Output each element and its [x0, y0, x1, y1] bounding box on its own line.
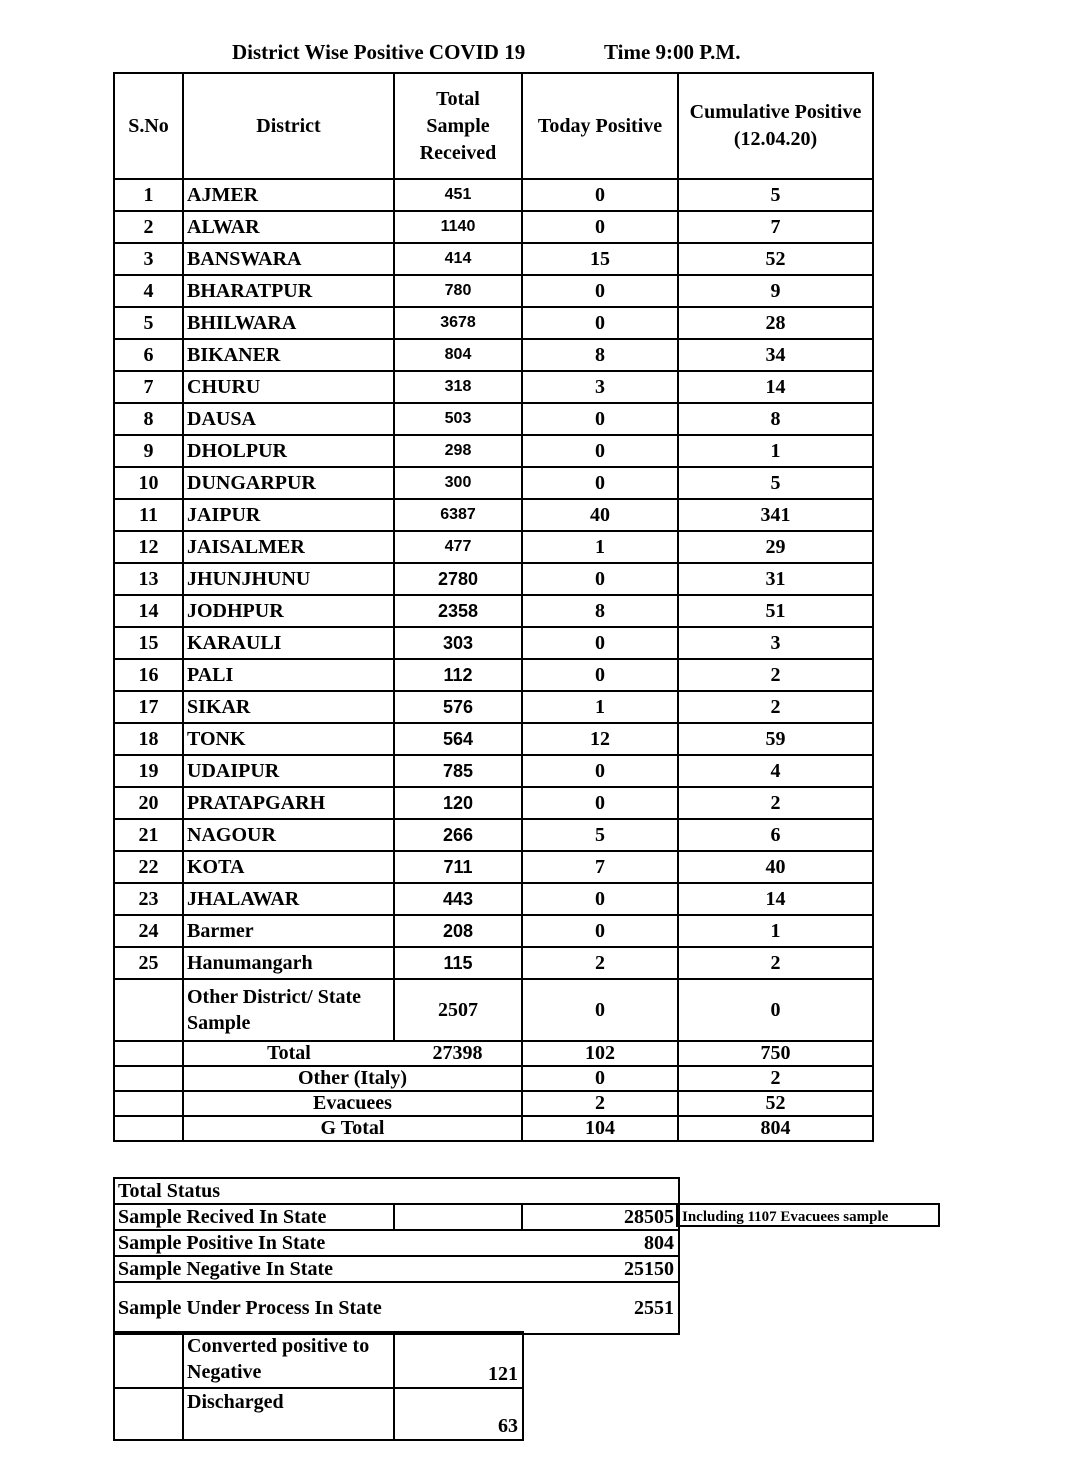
- cell-sno: 23: [114, 883, 183, 915]
- cell-today: 40: [522, 499, 678, 531]
- cell-district: DHOLPUR: [183, 435, 394, 467]
- cell-sno: 8: [114, 403, 183, 435]
- cell-empty: [114, 1091, 183, 1116]
- cell-samples: 2358: [394, 595, 522, 627]
- cell-district: CHURU: [183, 371, 394, 403]
- italy-label: Other (Italy): [183, 1066, 522, 1091]
- cell-today: 5: [522, 819, 678, 851]
- cell-empty: [394, 1204, 522, 1230]
- cell-samples: 785: [394, 755, 522, 787]
- cell-district: JAISALMER: [183, 531, 394, 563]
- cell-samples: 6387: [394, 499, 522, 531]
- report-title: District Wise Positive COVID 19: [232, 40, 526, 64]
- cell-cumulative: 2: [678, 947, 873, 979]
- table-row: [114, 851, 873, 883]
- cell-sno: 21: [114, 819, 183, 851]
- total-today: 102: [522, 1041, 678, 1066]
- cell-cumulative: 1: [678, 915, 873, 947]
- cell-empty: [114, 1066, 183, 1091]
- table-row: [114, 787, 873, 819]
- cell-district: KARAULI: [183, 627, 394, 659]
- italy-row: [114, 1066, 873, 1091]
- cell-district: JODHPUR: [183, 595, 394, 627]
- table-row: [114, 723, 873, 755]
- table-row: [114, 755, 873, 787]
- cell-empty: [114, 1388, 183, 1440]
- cell-sno: 15: [114, 627, 183, 659]
- cell-sno: 4: [114, 275, 183, 307]
- cell-sno: 11: [114, 499, 183, 531]
- cell-today: 0: [522, 979, 678, 1041]
- cell-today: 0: [522, 467, 678, 499]
- cell-cumulative: 28: [678, 307, 873, 339]
- table-row: [114, 947, 873, 979]
- cell-district: PRATAPGARH: [183, 787, 394, 819]
- cell-today: 0: [522, 275, 678, 307]
- status-row-positive: [114, 1230, 679, 1256]
- total-samples: 27398: [394, 1041, 522, 1066]
- cell-cumulative: 4: [678, 755, 873, 787]
- total-cumulative: 750: [678, 1041, 873, 1066]
- cell-sno: 10: [114, 467, 183, 499]
- received-note: Including 1107 Evacuees sample: [676, 1203, 940, 1227]
- cell-samples: 443: [394, 883, 522, 915]
- cell-today: 7: [522, 851, 678, 883]
- cell-sno: 14: [114, 595, 183, 627]
- table-row: [114, 563, 873, 595]
- cell-samples: 414: [394, 243, 522, 275]
- cell-samples: 711: [394, 851, 522, 883]
- cell-cumulative: 52: [678, 243, 873, 275]
- col-header-sno: S.No: [114, 73, 183, 179]
- cell-samples: 804: [394, 339, 522, 371]
- cell-cumulative: 5: [678, 467, 873, 499]
- cell-cumulative: 2: [678, 787, 873, 819]
- cell-cumulative: 5: [678, 179, 873, 211]
- cell-today: 0: [522, 755, 678, 787]
- gtotal-today: 104: [522, 1116, 678, 1141]
- cell-district: AJMER: [183, 179, 394, 211]
- converted-row: [114, 1332, 523, 1388]
- cell-sno: 1: [114, 179, 183, 211]
- status-row-received: [114, 1204, 679, 1230]
- cell-sno: 19: [114, 755, 183, 787]
- table-row: [114, 691, 873, 723]
- cell-samples: 300: [394, 467, 522, 499]
- table-row: [114, 307, 873, 339]
- cell-cumulative: 6: [678, 819, 873, 851]
- cell-samples: 3678: [394, 307, 522, 339]
- cell-samples: 120: [394, 787, 522, 819]
- discharged-label: Discharged: [183, 1388, 394, 1440]
- cell-today: 1: [522, 531, 678, 563]
- status-row-process: [114, 1282, 679, 1334]
- cell-today: 0: [522, 211, 678, 243]
- cell-today: 0: [522, 915, 678, 947]
- cell-district: Barmer: [183, 915, 394, 947]
- col-header-district: District: [183, 73, 394, 179]
- cell-sno: 20: [114, 787, 183, 819]
- cell-district: DAUSA: [183, 403, 394, 435]
- cell-samples: 576: [394, 691, 522, 723]
- cell-cumulative: 9: [678, 275, 873, 307]
- cell-samples: 503: [394, 403, 522, 435]
- negative-label: Sample Negative In State: [114, 1256, 394, 1282]
- cell-samples: 298: [394, 435, 522, 467]
- cell-today: 0: [522, 435, 678, 467]
- cell-sno: 6: [114, 339, 183, 371]
- cell-district: DUNGARPUR: [183, 467, 394, 499]
- cell-cumulative: 8: [678, 403, 873, 435]
- evacuees-row: [114, 1091, 873, 1116]
- cell-sno: 16: [114, 659, 183, 691]
- cell-samples: 1140: [394, 211, 522, 243]
- cell-cumulative: 29: [678, 531, 873, 563]
- cell-today: 0: [522, 403, 678, 435]
- cell-samples: 303: [394, 627, 522, 659]
- converted-value: 121: [394, 1332, 523, 1388]
- cell-sno: 7: [114, 371, 183, 403]
- table-row: [114, 371, 873, 403]
- cell-cumulative: 14: [678, 371, 873, 403]
- negative-value: 25150: [522, 1256, 679, 1282]
- table-row: [114, 595, 873, 627]
- cell-cumulative: 341: [678, 499, 873, 531]
- italy-cumulative: 2: [678, 1066, 873, 1091]
- positive-value: 804: [522, 1230, 679, 1256]
- cell-sno: 5: [114, 307, 183, 339]
- cell-today: 0: [522, 627, 678, 659]
- cell-district: Other District/ State Sample: [183, 979, 394, 1041]
- cell-today: 0: [522, 179, 678, 211]
- table-row: [114, 467, 873, 499]
- table-row-other: [114, 979, 873, 1041]
- cell-sno: 25: [114, 947, 183, 979]
- evacuees-cumulative: 52: [678, 1091, 873, 1116]
- cell-samples: 451: [394, 179, 522, 211]
- table-row: [114, 819, 873, 851]
- cell-empty: [114, 1116, 183, 1141]
- received-value: 28505: [522, 1204, 679, 1230]
- cell-cumulative: 7: [678, 211, 873, 243]
- table-row: [114, 435, 873, 467]
- total-row: [114, 1041, 873, 1066]
- col-header-cumulative: Cumulative Positive (12.04.20): [678, 73, 873, 179]
- cell-today: 15: [522, 243, 678, 275]
- cell-sno: 3: [114, 243, 183, 275]
- cell-cumulative: 2: [678, 691, 873, 723]
- cell-empty: [114, 1332, 183, 1388]
- cell-district: UDAIPUR: [183, 755, 394, 787]
- cell-today: 1: [522, 691, 678, 723]
- positive-label: Sample Positive In State: [114, 1230, 394, 1256]
- table-row: [114, 339, 873, 371]
- cell-samples: 780: [394, 275, 522, 307]
- status-row-negative: [114, 1256, 679, 1282]
- cell-sno: 24: [114, 915, 183, 947]
- cell-today: 8: [522, 339, 678, 371]
- cell-cumulative: 40: [678, 851, 873, 883]
- cell-district: BIKANER: [183, 339, 394, 371]
- total-label: Total: [183, 1041, 394, 1066]
- cell-samples: 115: [394, 947, 522, 979]
- cell-cumulative: 51: [678, 595, 873, 627]
- cell-cumulative: 14: [678, 883, 873, 915]
- table-row: [114, 403, 873, 435]
- cell-district: BHARATPUR: [183, 275, 394, 307]
- gtotal-label: G Total: [183, 1116, 522, 1141]
- cell-sno: [114, 979, 183, 1041]
- cell-today: 12: [522, 723, 678, 755]
- table-row: [114, 179, 873, 211]
- status-heading: Total Status: [114, 1178, 679, 1204]
- status-table: [113, 1177, 680, 1335]
- converted-label: Converted positive to Negative: [183, 1332, 394, 1388]
- cell-samples: 2507: [394, 979, 522, 1041]
- cell-sno: 12: [114, 531, 183, 563]
- cell-cumulative: 1: [678, 435, 873, 467]
- cell-empty: [114, 1041, 183, 1066]
- cell-sno: 17: [114, 691, 183, 723]
- cell-samples: 477: [394, 531, 522, 563]
- cell-cumulative: 0: [678, 979, 873, 1041]
- table-header-row: [114, 73, 873, 179]
- recovery-table: [113, 1331, 524, 1441]
- cell-sno: 22: [114, 851, 183, 883]
- discharged-row: [114, 1388, 523, 1440]
- col-header-samples: Total Sample Received: [394, 73, 522, 179]
- cell-today: 0: [522, 659, 678, 691]
- cell-district: BHILWARA: [183, 307, 394, 339]
- cell-district: TONK: [183, 723, 394, 755]
- cell-samples: 2780: [394, 563, 522, 595]
- cell-district: NAGOUR: [183, 819, 394, 851]
- report-time: Time 9:00 P.M.: [604, 40, 741, 64]
- cell-samples: 266: [394, 819, 522, 851]
- discharged-value: 63: [394, 1388, 523, 1440]
- cell-empty: [394, 1256, 522, 1282]
- cell-sno: 2: [114, 211, 183, 243]
- cell-sno: 13: [114, 563, 183, 595]
- cell-district: JAIPUR: [183, 499, 394, 531]
- col-header-today: Today Positive: [522, 73, 678, 179]
- table-row: [114, 243, 873, 275]
- cell-today: 0: [522, 307, 678, 339]
- process-value: 2551: [522, 1282, 679, 1334]
- cell-empty: [394, 1230, 522, 1256]
- cell-today: 0: [522, 883, 678, 915]
- table-row: [114, 915, 873, 947]
- received-label: Sample Recived In State: [114, 1204, 394, 1230]
- cell-district: BANSWARA: [183, 243, 394, 275]
- cell-district: JHUNJHUNU: [183, 563, 394, 595]
- cell-district: Hanumangarh: [183, 947, 394, 979]
- evacuees-label: Evacuees: [183, 1091, 522, 1116]
- cell-today: 3: [522, 371, 678, 403]
- process-label: Sample Under Process In State: [114, 1282, 394, 1334]
- cell-samples: 564: [394, 723, 522, 755]
- table-row: [114, 211, 873, 243]
- cell-today: 2: [522, 947, 678, 979]
- cell-sno: 18: [114, 723, 183, 755]
- cell-cumulative: 2: [678, 659, 873, 691]
- table-row: [114, 499, 873, 531]
- cell-district: PALI: [183, 659, 394, 691]
- cell-empty: [394, 1282, 522, 1334]
- cell-cumulative: 3: [678, 627, 873, 659]
- table-row: [114, 659, 873, 691]
- table-row: [114, 531, 873, 563]
- table-row: [114, 627, 873, 659]
- cell-samples: 112: [394, 659, 522, 691]
- italy-today: 0: [522, 1066, 678, 1091]
- gtotal-row: [114, 1116, 873, 1141]
- cell-district: ALWAR: [183, 211, 394, 243]
- cell-cumulative: 59: [678, 723, 873, 755]
- cell-cumulative: 31: [678, 563, 873, 595]
- cell-today: 0: [522, 563, 678, 595]
- table-row: [114, 275, 873, 307]
- cell-samples: 208: [394, 915, 522, 947]
- cell-today: 8: [522, 595, 678, 627]
- status-heading-row: [114, 1178, 679, 1204]
- gtotal-cumulative: 804: [678, 1116, 873, 1141]
- cell-district: JHALAWAR: [183, 883, 394, 915]
- table-row: [114, 883, 873, 915]
- cell-district: KOTA: [183, 851, 394, 883]
- cell-sno: 9: [114, 435, 183, 467]
- cell-cumulative: 34: [678, 339, 873, 371]
- evacuees-today: 2: [522, 1091, 678, 1116]
- district-table: [113, 72, 874, 1142]
- cell-today: 0: [522, 787, 678, 819]
- cell-district: SIKAR: [183, 691, 394, 723]
- cell-samples: 318: [394, 371, 522, 403]
